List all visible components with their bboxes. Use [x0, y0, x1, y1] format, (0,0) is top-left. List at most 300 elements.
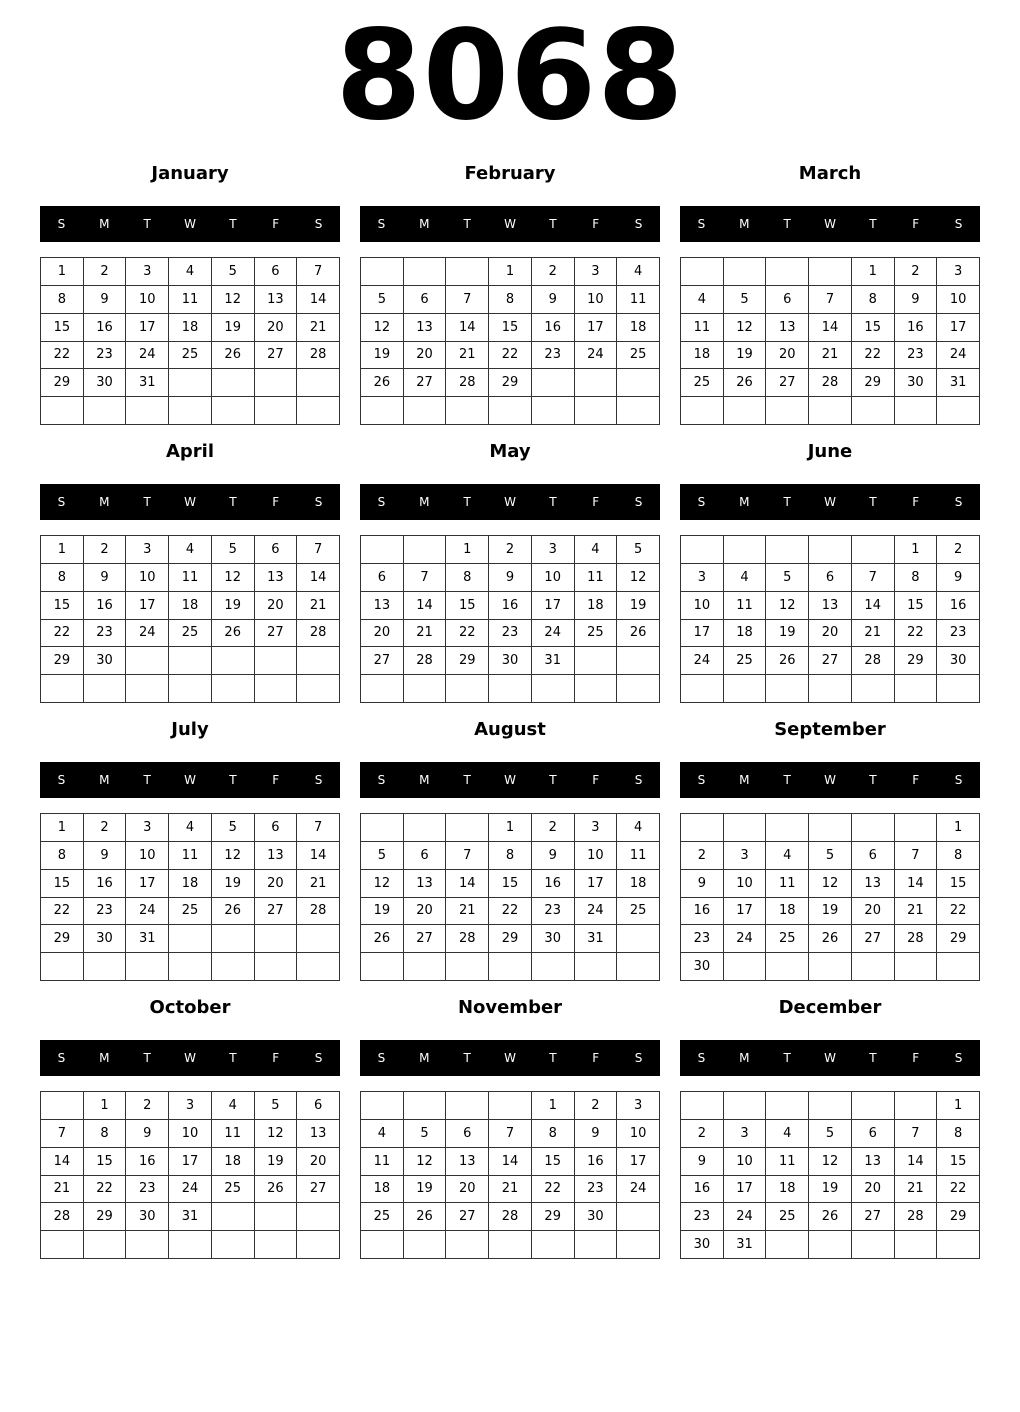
day-cell: 15	[446, 592, 489, 620]
day-cell: 4	[766, 842, 809, 870]
day-cell: 26	[809, 925, 852, 953]
day-cell: 23	[84, 342, 127, 370]
weekday-label: S	[57, 495, 66, 509]
day-cell: 27	[404, 925, 447, 953]
day-cell: 18	[169, 314, 212, 342]
day-cell: 22	[489, 342, 532, 370]
weekday-label: M	[739, 495, 750, 509]
day-cell: 20	[404, 898, 447, 926]
day-cell: 14	[446, 870, 489, 898]
day-cell: 16	[895, 314, 938, 342]
day-cell: 19	[809, 898, 852, 926]
weekday-label: F	[592, 495, 600, 509]
weekday-label: T	[143, 495, 151, 509]
day-cell: 2	[126, 1092, 169, 1120]
day-cell: 20	[766, 342, 809, 370]
day-cell: 25	[766, 1203, 809, 1231]
empty-day-cell	[809, 1231, 852, 1259]
empty-day-cell	[297, 369, 340, 397]
empty-day-cell	[255, 1203, 298, 1231]
empty-day-cell	[212, 925, 255, 953]
weekday-label: F	[272, 217, 280, 231]
day-cell: 25	[766, 925, 809, 953]
day-cell: 8	[937, 1120, 980, 1148]
day-cell: 8	[446, 564, 489, 592]
day-cell: 2	[84, 258, 127, 286]
day-cell: 22	[41, 342, 84, 370]
day-cell: 18	[212, 1148, 255, 1176]
day-cell: 12	[255, 1120, 298, 1148]
month-name: June	[807, 441, 853, 462]
day-cell: 19	[361, 898, 404, 926]
month-name: April	[165, 441, 215, 462]
day-cell: 16	[937, 592, 980, 620]
month-name: July	[171, 719, 209, 740]
empty-day-cell	[126, 397, 169, 425]
day-cell: 6	[297, 1092, 340, 1120]
weekday-label: T	[869, 217, 877, 231]
month-name: October	[149, 997, 231, 1018]
weekday-label: F	[592, 217, 600, 231]
empty-day-cell	[852, 1092, 895, 1120]
day-cell: 28	[297, 620, 340, 648]
day-cell: 5	[361, 842, 404, 870]
weekday-label: S	[954, 495, 963, 509]
empty-day-cell	[617, 675, 660, 703]
day-cell: 11	[766, 1148, 809, 1176]
day-cell: 23	[532, 898, 575, 926]
day-cell: 2	[681, 842, 724, 870]
weekday-header	[360, 206, 660, 242]
day-cell: 16	[84, 592, 127, 620]
day-cell: 28	[809, 369, 852, 397]
day-grid	[680, 813, 980, 981]
empty-day-cell	[617, 953, 660, 981]
day-cell: 5	[212, 258, 255, 286]
day-cell: 21	[852, 620, 895, 648]
day-cell: 11	[724, 592, 767, 620]
day-cell: 23	[84, 898, 127, 926]
empty-day-cell	[446, 397, 489, 425]
day-cell: 29	[937, 925, 980, 953]
day-cell: 2	[532, 814, 575, 842]
weekday-header	[680, 206, 980, 242]
empty-day-cell	[41, 1092, 84, 1120]
weekday-label: T	[229, 1051, 237, 1065]
empty-day-cell	[297, 1231, 340, 1259]
empty-day-cell	[809, 258, 852, 286]
day-cell: 5	[255, 1092, 298, 1120]
day-cell: 11	[169, 842, 212, 870]
day-cell: 14	[297, 564, 340, 592]
day-cell: 3	[575, 258, 618, 286]
empty-day-cell	[84, 675, 127, 703]
day-cell: 28	[297, 342, 340, 370]
empty-day-cell	[126, 675, 169, 703]
day-cell: 25	[724, 647, 767, 675]
month-name: September	[774, 719, 886, 740]
day-cell: 25	[617, 342, 660, 370]
empty-day-cell	[361, 258, 404, 286]
weekday-label: M	[739, 1051, 750, 1065]
day-cell: 19	[361, 342, 404, 370]
day-cell: 17	[169, 1148, 212, 1176]
weekday-label: S	[697, 1051, 706, 1065]
day-cell: 3	[937, 258, 980, 286]
weekday-label: T	[229, 217, 237, 231]
day-grid	[40, 1091, 340, 1259]
empty-day-cell	[255, 925, 298, 953]
day-cell: 4	[169, 536, 212, 564]
day-cell: 2	[532, 258, 575, 286]
weekday-label: T	[549, 1051, 557, 1065]
empty-day-cell	[681, 397, 724, 425]
month-name: February	[464, 163, 556, 184]
day-cell: 11	[617, 286, 660, 314]
weekday-label: M	[419, 217, 430, 231]
weekday-label: T	[549, 217, 557, 231]
day-cell: 19	[212, 870, 255, 898]
empty-day-cell	[361, 953, 404, 981]
empty-day-cell	[809, 397, 852, 425]
day-cell: 7	[852, 564, 895, 592]
day-cell: 8	[937, 842, 980, 870]
empty-day-cell	[126, 647, 169, 675]
day-cell: 15	[489, 314, 532, 342]
empty-day-cell	[169, 369, 212, 397]
day-cell: 3	[126, 536, 169, 564]
day-grid	[40, 535, 340, 703]
weekday-label: S	[377, 495, 386, 509]
empty-day-cell	[809, 1092, 852, 1120]
empty-day-cell	[532, 369, 575, 397]
day-cell: 20	[446, 1176, 489, 1204]
day-cell: 10	[937, 286, 980, 314]
empty-day-cell	[617, 397, 660, 425]
day-cell: 16	[126, 1148, 169, 1176]
empty-day-cell	[255, 647, 298, 675]
day-cell: 13	[297, 1120, 340, 1148]
empty-day-cell	[169, 647, 212, 675]
day-cell: 6	[255, 536, 298, 564]
day-cell: 26	[404, 1203, 447, 1231]
weekday-label: T	[143, 773, 151, 787]
day-cell: 15	[852, 314, 895, 342]
weekday-label: W	[184, 773, 196, 787]
day-cell: 4	[617, 258, 660, 286]
day-cell: 14	[895, 870, 938, 898]
day-cell: 1	[41, 258, 84, 286]
empty-day-cell	[809, 814, 852, 842]
day-cell: 12	[809, 1148, 852, 1176]
weekday-label: S	[377, 1051, 386, 1065]
empty-day-cell	[809, 536, 852, 564]
empty-day-cell	[169, 1231, 212, 1259]
empty-day-cell	[255, 369, 298, 397]
day-cell: 1	[937, 814, 980, 842]
day-cell: 1	[489, 814, 532, 842]
day-cell: 13	[446, 1148, 489, 1176]
day-cell: 10	[126, 286, 169, 314]
weekday-label: T	[783, 1051, 791, 1065]
empty-day-cell	[84, 953, 127, 981]
empty-day-cell	[361, 536, 404, 564]
day-cell: 27	[852, 925, 895, 953]
day-cell: 29	[84, 1203, 127, 1231]
empty-day-cell	[169, 675, 212, 703]
day-cell: 15	[41, 314, 84, 342]
empty-day-cell	[809, 675, 852, 703]
day-cell: 4	[361, 1120, 404, 1148]
day-cell: 25	[575, 620, 618, 648]
empty-day-cell	[404, 536, 447, 564]
day-cell: 15	[532, 1148, 575, 1176]
weekday-label: S	[314, 773, 323, 787]
empty-day-cell	[212, 1203, 255, 1231]
weekday-label: W	[184, 495, 196, 509]
day-cell: 10	[724, 870, 767, 898]
weekday-label: S	[634, 495, 643, 509]
day-cell: 17	[126, 592, 169, 620]
day-cell: 7	[297, 258, 340, 286]
month-name: January	[151, 163, 229, 184]
day-cell: 19	[617, 592, 660, 620]
empty-day-cell	[169, 925, 212, 953]
empty-day-cell	[617, 647, 660, 675]
day-grid	[680, 257, 980, 425]
weekday-header	[360, 1040, 660, 1076]
day-cell: 13	[404, 870, 447, 898]
weekday-label: F	[912, 1051, 920, 1065]
day-cell: 18	[169, 870, 212, 898]
day-cell: 24	[126, 342, 169, 370]
day-cell: 29	[41, 369, 84, 397]
weekday-label: S	[697, 495, 706, 509]
weekday-label: S	[634, 773, 643, 787]
day-cell: 11	[169, 286, 212, 314]
day-cell: 7	[41, 1120, 84, 1148]
empty-day-cell	[681, 536, 724, 564]
day-cell: 19	[809, 1176, 852, 1204]
day-cell: 18	[617, 870, 660, 898]
day-cell: 14	[809, 314, 852, 342]
day-cell: 21	[446, 342, 489, 370]
day-cell: 13	[255, 286, 298, 314]
day-cell: 7	[489, 1120, 532, 1148]
day-cell: 3	[724, 842, 767, 870]
day-cell: 16	[532, 870, 575, 898]
day-cell: 21	[297, 870, 340, 898]
day-cell: 18	[575, 592, 618, 620]
day-grid	[360, 535, 660, 703]
day-cell: 5	[809, 842, 852, 870]
day-cell: 14	[404, 592, 447, 620]
empty-day-cell	[404, 675, 447, 703]
day-grid	[360, 257, 660, 425]
day-cell: 14	[852, 592, 895, 620]
day-cell: 26	[724, 369, 767, 397]
weekday-label: S	[57, 217, 66, 231]
empty-day-cell	[937, 675, 980, 703]
empty-day-cell	[766, 258, 809, 286]
weekday-label: S	[377, 217, 386, 231]
empty-day-cell	[41, 953, 84, 981]
day-cell: 17	[126, 314, 169, 342]
day-cell: 13	[255, 564, 298, 592]
day-cell: 22	[937, 898, 980, 926]
day-cell: 28	[489, 1203, 532, 1231]
day-cell: 29	[852, 369, 895, 397]
empty-day-cell	[724, 1092, 767, 1120]
day-cell: 30	[489, 647, 532, 675]
day-cell: 20	[361, 620, 404, 648]
day-cell: 10	[126, 564, 169, 592]
weekday-header	[680, 484, 980, 520]
day-cell: 7	[446, 286, 489, 314]
day-cell: 9	[895, 286, 938, 314]
empty-day-cell	[575, 675, 618, 703]
day-cell: 2	[84, 814, 127, 842]
weekday-header	[680, 762, 980, 798]
weekday-label: T	[869, 1051, 877, 1065]
day-cell: 5	[724, 286, 767, 314]
day-cell: 17	[724, 898, 767, 926]
weekday-label: M	[99, 1051, 110, 1065]
day-cell: 4	[617, 814, 660, 842]
weekday-label: S	[954, 217, 963, 231]
day-cell: 29	[446, 647, 489, 675]
day-cell: 16	[575, 1148, 618, 1176]
empty-day-cell	[937, 953, 980, 981]
day-cell: 11	[361, 1148, 404, 1176]
empty-day-cell	[852, 397, 895, 425]
empty-day-cell	[617, 925, 660, 953]
day-cell: 9	[681, 870, 724, 898]
day-cell: 11	[212, 1120, 255, 1148]
day-cell: 3	[575, 814, 618, 842]
day-cell: 5	[361, 286, 404, 314]
empty-day-cell	[255, 953, 298, 981]
weekday-label: M	[739, 217, 750, 231]
day-cell: 10	[126, 842, 169, 870]
day-cell: 26	[617, 620, 660, 648]
year-title: 8068	[335, 4, 685, 148]
day-cell: 6	[809, 564, 852, 592]
day-cell: 24	[575, 898, 618, 926]
day-cell: 30	[84, 647, 127, 675]
day-cell: 16	[681, 1176, 724, 1204]
weekday-label: T	[783, 495, 791, 509]
day-cell: 26	[212, 898, 255, 926]
empty-day-cell	[297, 647, 340, 675]
day-cell: 6	[766, 286, 809, 314]
weekday-label: W	[824, 217, 836, 231]
empty-day-cell	[297, 397, 340, 425]
weekday-label: S	[57, 1051, 66, 1065]
empty-day-cell	[766, 953, 809, 981]
day-cell: 19	[724, 342, 767, 370]
day-cell: 30	[84, 925, 127, 953]
day-cell: 6	[255, 814, 298, 842]
day-cell: 5	[809, 1120, 852, 1148]
weekday-label: S	[314, 495, 323, 509]
day-cell: 25	[169, 898, 212, 926]
empty-day-cell	[575, 1231, 618, 1259]
weekday-header	[40, 206, 340, 242]
weekday-label: S	[954, 773, 963, 787]
day-cell: 22	[41, 898, 84, 926]
empty-day-cell	[766, 397, 809, 425]
day-cell: 15	[937, 1148, 980, 1176]
day-cell: 16	[532, 314, 575, 342]
weekday-label: T	[463, 495, 471, 509]
empty-day-cell	[212, 369, 255, 397]
day-cell: 22	[489, 898, 532, 926]
weekday-label: T	[463, 217, 471, 231]
day-cell: 9	[84, 564, 127, 592]
day-cell: 4	[212, 1092, 255, 1120]
weekday-label: S	[954, 1051, 963, 1065]
day-cell: 30	[681, 1231, 724, 1259]
empty-day-cell	[126, 953, 169, 981]
empty-day-cell	[361, 675, 404, 703]
weekday-header	[40, 1040, 340, 1076]
empty-day-cell	[361, 397, 404, 425]
day-cell: 21	[41, 1176, 84, 1204]
weekday-label: F	[592, 1051, 600, 1065]
day-cell: 29	[41, 647, 84, 675]
empty-day-cell	[766, 1231, 809, 1259]
day-cell: 9	[532, 286, 575, 314]
day-cell: 31	[937, 369, 980, 397]
weekday-label: T	[229, 773, 237, 787]
empty-day-cell	[126, 1231, 169, 1259]
day-cell: 2	[84, 536, 127, 564]
day-cell: 12	[212, 564, 255, 592]
day-cell: 23	[681, 1203, 724, 1231]
day-cell: 2	[489, 536, 532, 564]
weekday-label: T	[783, 217, 791, 231]
day-cell: 10	[617, 1120, 660, 1148]
day-cell: 14	[489, 1148, 532, 1176]
day-cell: 28	[895, 925, 938, 953]
day-cell: 3	[532, 536, 575, 564]
day-cell: 24	[937, 342, 980, 370]
day-cell: 2	[937, 536, 980, 564]
day-cell: 26	[766, 647, 809, 675]
empty-day-cell	[404, 258, 447, 286]
empty-day-cell	[489, 1092, 532, 1120]
day-cell: 20	[852, 898, 895, 926]
day-cell: 31	[532, 647, 575, 675]
empty-day-cell	[297, 1203, 340, 1231]
empty-day-cell	[724, 814, 767, 842]
empty-day-cell	[404, 1092, 447, 1120]
day-cell: 13	[255, 842, 298, 870]
day-cell: 31	[169, 1203, 212, 1231]
empty-day-cell	[212, 1231, 255, 1259]
day-cell: 30	[937, 647, 980, 675]
weekday-label: T	[783, 773, 791, 787]
empty-day-cell	[895, 953, 938, 981]
day-cell: 23	[126, 1176, 169, 1204]
empty-day-cell	[852, 953, 895, 981]
day-cell: 17	[575, 314, 618, 342]
empty-day-cell	[489, 397, 532, 425]
day-cell: 12	[766, 592, 809, 620]
day-grid	[40, 257, 340, 425]
day-cell: 27	[809, 647, 852, 675]
